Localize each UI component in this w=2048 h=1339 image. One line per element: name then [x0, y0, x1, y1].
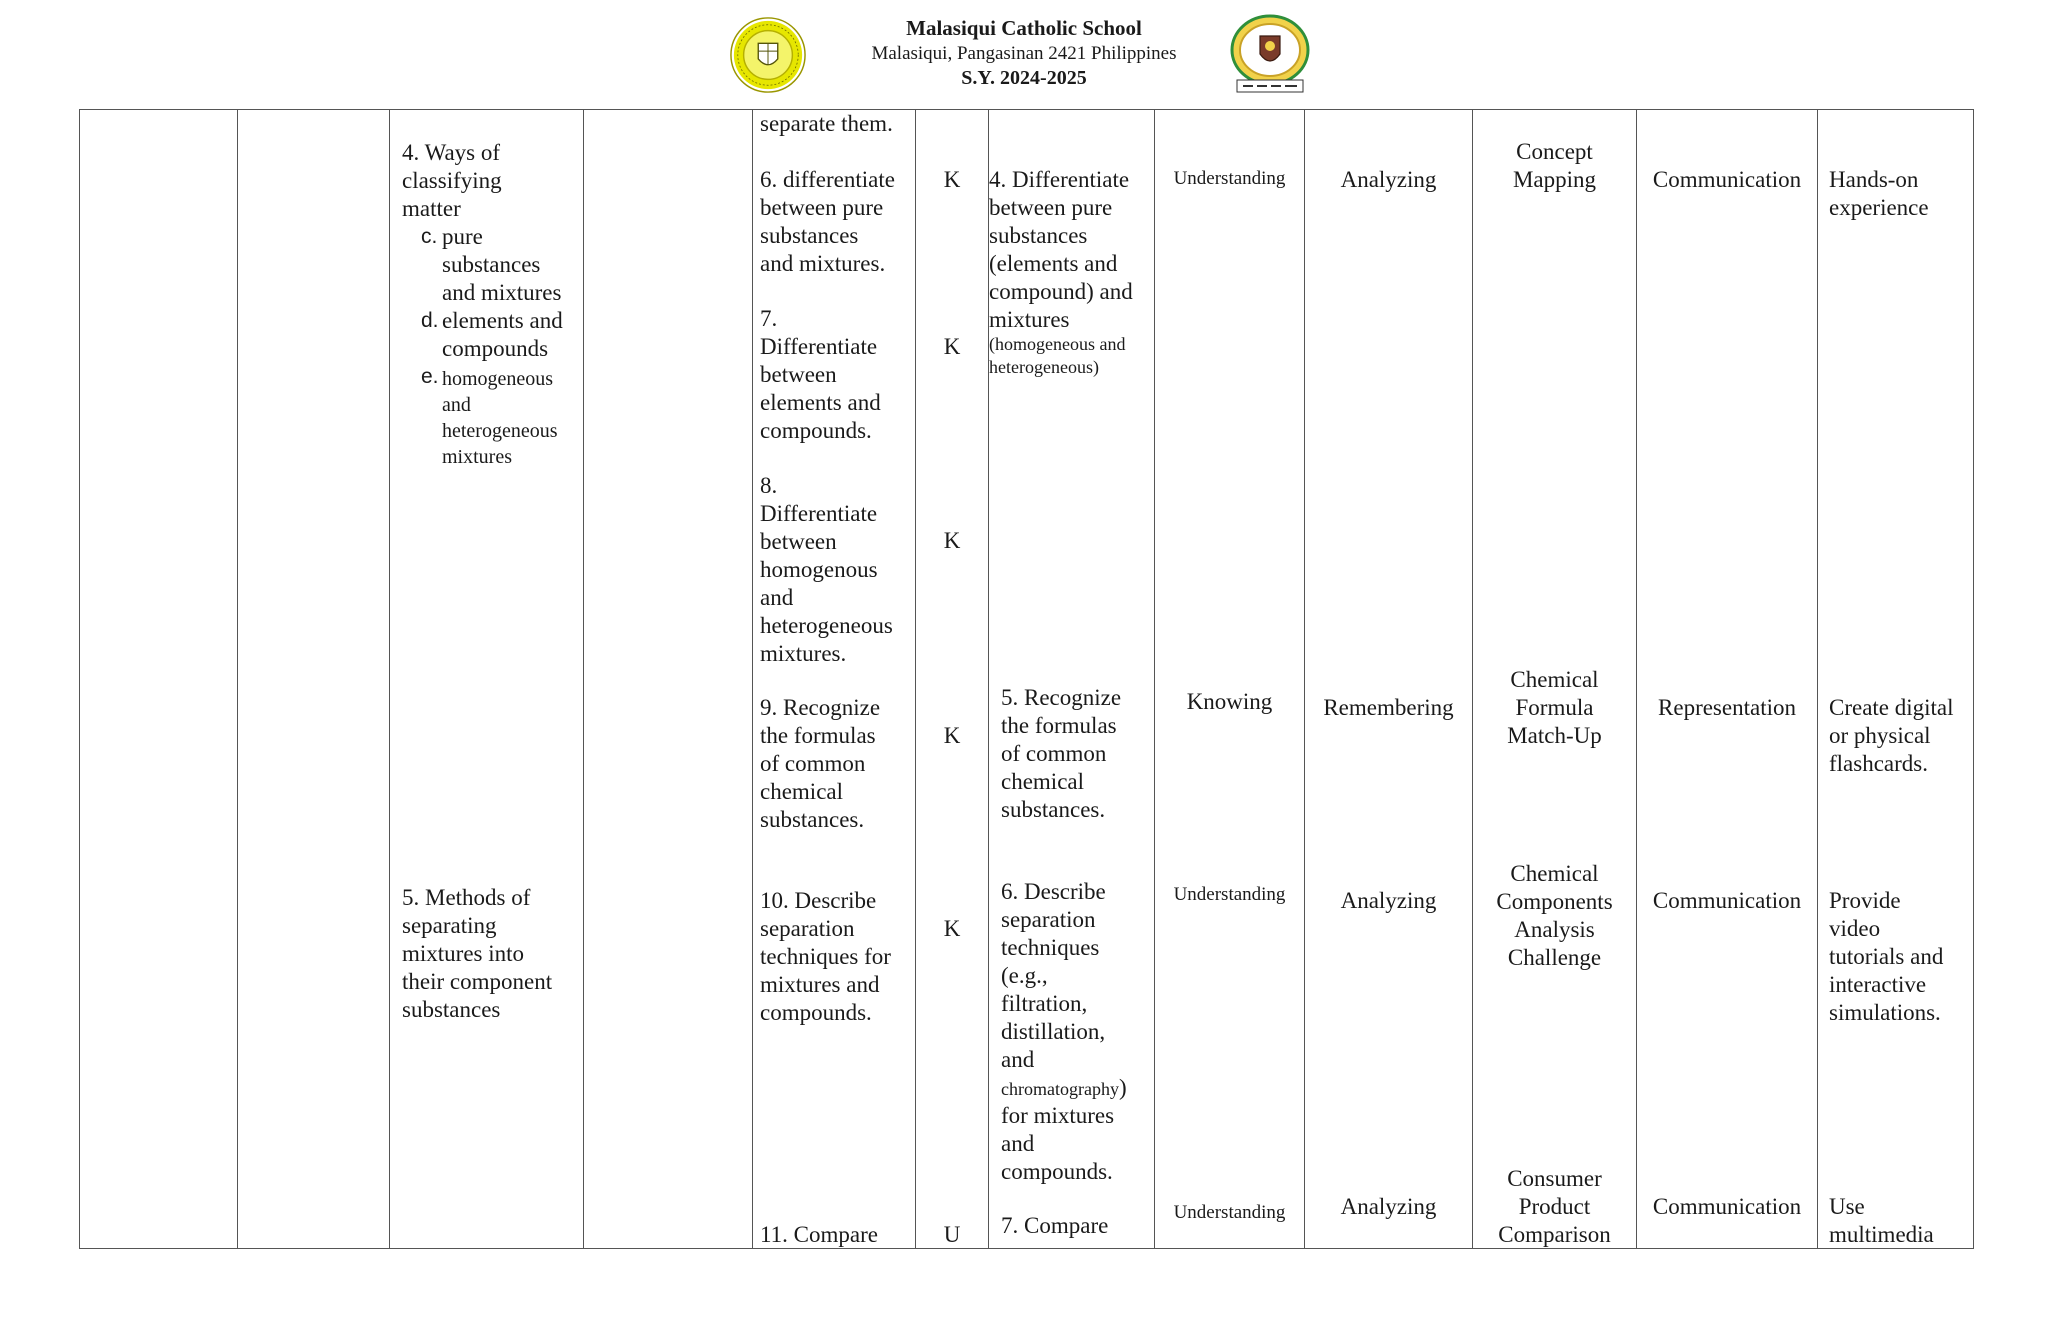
- activity-product-comparison: [1473, 1165, 1636, 1249]
- dimension-cell: Understanding: [1173, 1202, 1286, 1223]
- competency-9: [760, 694, 912, 834]
- level-k: K: [943, 916, 961, 941]
- objective-line: mixtures: [989, 307, 1070, 332]
- topic-5-line: mixtures into: [402, 941, 525, 966]
- column-divider: [915, 109, 916, 1249]
- list-marker: c.: [421, 225, 438, 248]
- competency-line: substances: [760, 223, 859, 248]
- competency-5-end: separate them.: [760, 111, 893, 136]
- strategy-cell: [1829, 887, 1971, 1027]
- document-header: [0, 0, 2048, 100]
- competency-line: mixtures and: [760, 972, 880, 997]
- competency-line: between: [760, 362, 837, 387]
- competency-line: Differentiate: [760, 501, 878, 526]
- objective-7: 7. Compare: [1001, 1213, 1109, 1238]
- list-item-line: heterogeneous: [442, 420, 558, 442]
- strategy-cell: [1829, 694, 1971, 778]
- topic-5-line: their component: [402, 969, 553, 994]
- objective-line: compound) and: [989, 279, 1133, 304]
- competency-line: 10. Describe: [760, 888, 877, 913]
- strategy-line: Provide: [1829, 888, 1901, 913]
- column-divider: [237, 109, 238, 1249]
- objective-line: the formulas: [1001, 713, 1117, 738]
- activity-line: Product: [1518, 1194, 1591, 1219]
- column-divider: [1304, 109, 1305, 1249]
- activity-line: Comparison: [1498, 1222, 1611, 1247]
- activity-line: Components: [1496, 889, 1613, 914]
- strategy-line: interactive: [1829, 972, 1927, 997]
- competency-line: and mixtures.: [760, 251, 886, 276]
- activity-line: Challenge: [1507, 945, 1602, 970]
- bloom-cell: Analyzing: [1340, 167, 1437, 192]
- dimension-cell: Knowing: [1186, 689, 1273, 714]
- list-item-line: elements and: [442, 308, 563, 333]
- objective-line: chemical: [1001, 769, 1085, 794]
- level-k: K: [943, 528, 961, 553]
- activity-line: Consumer: [1507, 1166, 1602, 1191]
- list-item-line: pure: [442, 224, 483, 249]
- emblem-logo-icon: [1229, 14, 1311, 98]
- objective-line: 6. Describe: [1001, 879, 1106, 904]
- level-k: K: [943, 167, 961, 192]
- column-divider: [1636, 109, 1637, 1249]
- competency-line: heterogeneous: [760, 613, 893, 638]
- strategy-line: Use: [1829, 1194, 1865, 1219]
- competency-line: compounds.: [760, 1000, 872, 1025]
- objective-line: and: [1001, 1047, 1035, 1072]
- dimension-cell: Understanding: [1173, 168, 1286, 189]
- competency-line: techniques for: [760, 944, 891, 969]
- activity-line: Chemical: [1510, 861, 1599, 886]
- column-divider: [389, 109, 390, 1249]
- strategy-line: tutorials and: [1829, 944, 1944, 969]
- competency-line: homogenous: [760, 557, 878, 582]
- objective-paren: ): [1118, 1075, 1127, 1100]
- strategy-line: simulations.: [1829, 1000, 1941, 1025]
- competency-line: 7.: [760, 306, 778, 331]
- topic-5-line: 5. Methods of: [402, 885, 531, 910]
- topic-4-line: matter: [402, 196, 461, 221]
- competency-line: Differentiate: [760, 334, 878, 359]
- list-marker: d.: [421, 309, 439, 332]
- level-u: U: [943, 1222, 961, 1247]
- objective-5: [1001, 684, 1151, 824]
- competency-line: substances.: [760, 807, 865, 832]
- list-item-line: mixtures: [442, 446, 512, 468]
- school-address: Malasiqui, Pangasinan 2421 Philippines: [871, 43, 1177, 64]
- level-k: K: [943, 723, 961, 748]
- objective-line: heterogeneous): [989, 357, 1099, 377]
- activity-line: Concept: [1516, 139, 1593, 164]
- competency-line: 9. Recognize: [760, 695, 881, 720]
- objective-line: for mixtures: [1001, 1103, 1115, 1128]
- objective-line: (e.g.,: [1001, 963, 1048, 988]
- list-item-line: and mixtures: [442, 280, 562, 305]
- skill-cell: Communication: [1652, 888, 1802, 913]
- objective-line: distillation,: [1001, 1019, 1106, 1044]
- topic-4: [402, 139, 577, 223]
- objective-line: [1001, 1074, 1151, 1102]
- competency-line: elements and: [760, 390, 881, 415]
- objective-line: separation: [1001, 907, 1096, 932]
- objective-line: filtration,: [1001, 991, 1088, 1016]
- competency-line: mixtures.: [760, 641, 847, 666]
- topic-4-line: 4. Ways of: [402, 140, 501, 165]
- objective-4: [989, 166, 1154, 334]
- activity-line: Mapping: [1512, 167, 1597, 192]
- objective-4-note: [989, 333, 1154, 379]
- skill-cell: Communication: [1652, 167, 1802, 192]
- strategy-line: Create digital: [1829, 695, 1954, 720]
- list-marker: e.: [421, 365, 439, 388]
- skill-cell: Representation: [1658, 695, 1796, 720]
- objective-line: and: [1001, 1131, 1035, 1156]
- strategy-cell: [1829, 166, 1971, 222]
- competency-line: separation: [760, 916, 855, 941]
- level-k: K: [943, 334, 961, 359]
- competency-line: 6. differentiate: [760, 167, 895, 192]
- activity-concept-mapping: [1473, 138, 1636, 194]
- activity-line: Chemical: [1510, 667, 1599, 692]
- list-item-pure-substances: [442, 223, 561, 307]
- strategy-line: flashcards.: [1829, 751, 1928, 776]
- objective-line: substances.: [1001, 797, 1106, 822]
- competency-line: of common: [760, 751, 866, 776]
- competency-8: [760, 472, 912, 668]
- school-name: Malasiqui Catholic School: [906, 16, 1142, 40]
- competency-line: and: [760, 585, 794, 610]
- dimension-cell: Understanding: [1173, 884, 1286, 905]
- competency-line: between: [760, 529, 837, 554]
- list-item-line: compounds: [442, 336, 549, 361]
- competency-line: compounds.: [760, 418, 872, 443]
- objective-line: 5. Recognize: [1001, 685, 1122, 710]
- objective-line: substances: [989, 223, 1088, 248]
- column-divider: [752, 109, 753, 1249]
- objective-line: 4. Differentiate: [989, 167, 1130, 192]
- topic-5-line: separating: [402, 913, 497, 938]
- strategy-cell: [1829, 1193, 1971, 1249]
- objective-line: techniques: [1001, 935, 1100, 960]
- competency-line: chemical: [760, 779, 844, 804]
- bloom-cell: Analyzing: [1340, 1194, 1437, 1219]
- school-year: S.Y. 2024-2025: [961, 67, 1087, 89]
- topic-5-line: substances: [402, 997, 501, 1022]
- competency-10: [760, 887, 912, 1027]
- activity-line: Match-Up: [1507, 723, 1602, 748]
- list-item-line: substances: [442, 252, 541, 277]
- column-divider: [1154, 109, 1155, 1249]
- objective-6: [1001, 878, 1151, 1186]
- school-seal-icon: [729, 16, 807, 94]
- objective-line: (homogeneous and: [989, 334, 1126, 354]
- activity-formula-match-up: [1473, 666, 1636, 750]
- column-divider: [583, 109, 584, 1249]
- competency-line: between pure: [760, 195, 884, 220]
- column-divider: [1817, 109, 1818, 1249]
- activity-line: Formula: [1515, 695, 1594, 720]
- skill-cell: Communication: [1652, 1194, 1802, 1219]
- bloom-cell: Remembering: [1323, 695, 1454, 720]
- bloom-cell: Analyzing: [1340, 888, 1437, 913]
- competency-7: [760, 305, 912, 445]
- competency-11: 11. Compare: [760, 1222, 878, 1247]
- competency-6: [760, 166, 912, 278]
- objective-line: between pure: [989, 195, 1113, 220]
- strategy-line: multimedia: [1829, 1222, 1934, 1247]
- list-item-line: homogeneous: [442, 368, 554, 390]
- list-item-line: and: [442, 394, 471, 416]
- strategy-line: or physical: [1829, 723, 1931, 748]
- strategy-line: Hands-on: [1829, 167, 1919, 192]
- topic-5: [402, 884, 577, 1024]
- competency-line: the formulas: [760, 723, 876, 748]
- activity-line: Analysis: [1514, 917, 1595, 942]
- strategy-line: video: [1829, 916, 1881, 941]
- competency-line: 8.: [760, 473, 778, 498]
- topic-4-line: classifying: [402, 168, 502, 193]
- strategy-line: experience: [1829, 195, 1929, 220]
- objective-line: (elements and: [989, 251, 1118, 276]
- objective-line: of common: [1001, 741, 1107, 766]
- list-item-homogeneous: [442, 366, 558, 470]
- objective-line: compounds.: [1001, 1159, 1113, 1184]
- objective-small-text: chromatography: [1001, 1079, 1119, 1099]
- list-item-elements-compounds: [442, 307, 563, 363]
- activity-components-challenge: [1473, 860, 1636, 972]
